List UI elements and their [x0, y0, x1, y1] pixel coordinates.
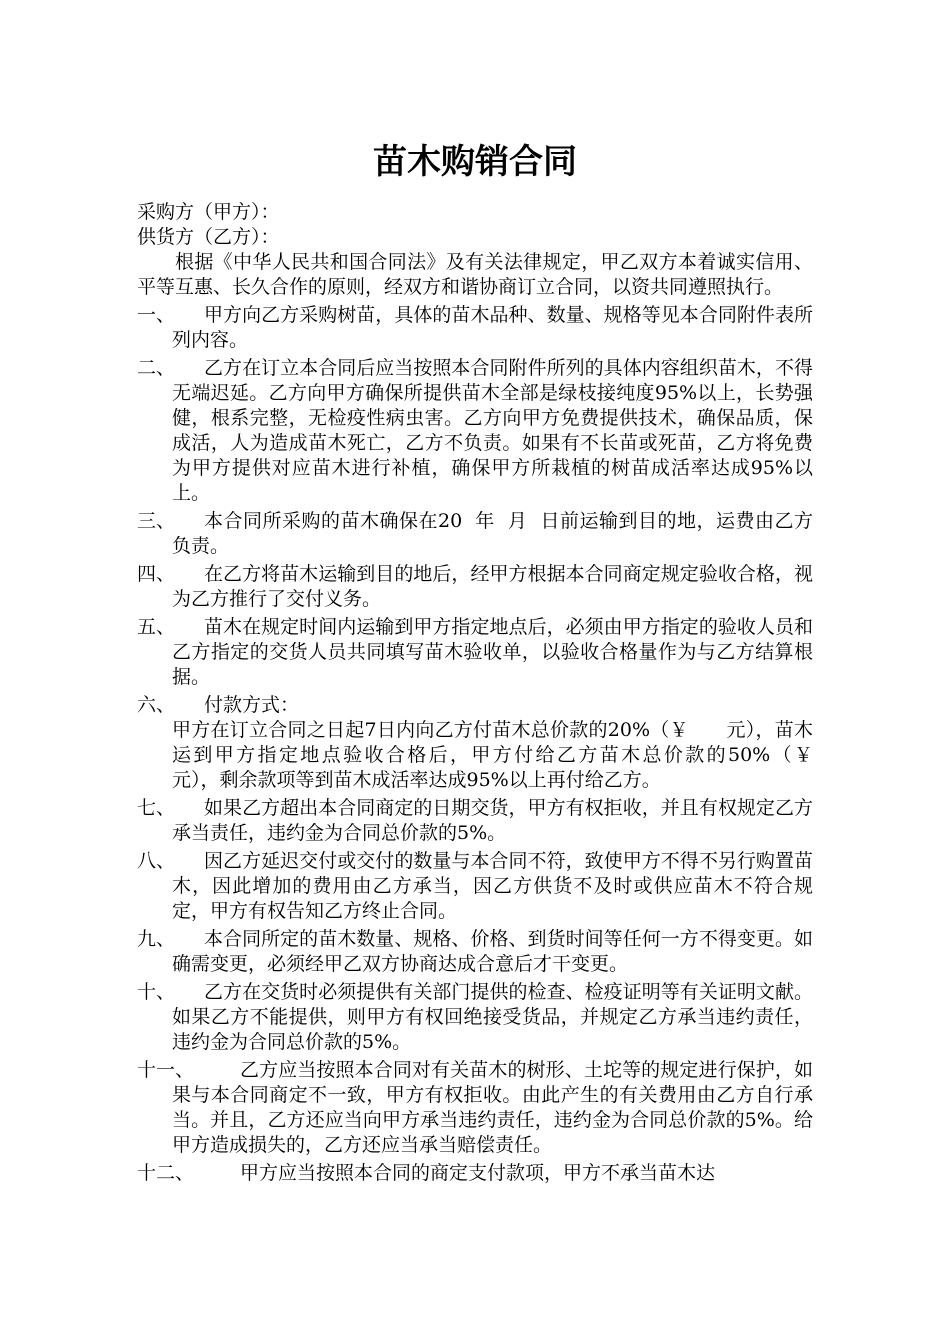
clause-text: 付款方式： [204, 694, 300, 716]
clause-number: 八、 [137, 850, 176, 872]
document-body [137, 200, 850, 1186]
clause-1 [137, 303, 813, 353]
clause-number: 三、 [137, 510, 176, 532]
clause-number: 一、 [137, 304, 176, 326]
clause-3 [137, 509, 813, 559]
intro-paragraph: 根据《中华人民共和国合同法》及有关法律规定，甲乙双方本着诚实信用、平等互惠、长久合作的原则，经双方和谐协商订立合同，以资共同遵照执行。 [137, 251, 813, 298]
document-title: 苗木购销合同 [373, 142, 577, 182]
clause-number: 七、 [137, 797, 176, 819]
clause-8 [137, 849, 813, 924]
clause-12 [137, 1161, 813, 1186]
clause-text: 乙方在订立本合同后应当按照本合同附件所列的具体内容组织苗木，不得无端迟延。乙方向甲方确保所提供苗木全部是绿枝接纯度95%以上，长势强健，根系完整，无检疫性病虫害。乙方向甲方免费提供技术，确保品质，保成活，人为造成苗木死亡，乙方不负责。如果有不长苗或死苗，乙方将免费为甲方提供对应苗木进行补植，确保甲方所栽植的树苗成活率达成95%以上。 [172, 357, 813, 504]
clause-number: 十二、 [137, 1162, 195, 1184]
clause-number: 二、 [137, 357, 176, 379]
clause-5 [137, 615, 813, 690]
clause-4 [137, 562, 813, 612]
clause-text: 乙方应当按照本合同对有关苗木的树形、土坨等的规定进行保护，如果与本合同商定不一致，甲方有权拒收。由此产生的有关费用由乙方自行承当。并且，乙方还应当向甲方承当违约责任，违约金为合同总价款的5%。给甲方造成损失的，乙方还应当承当赔偿责任。 [172, 1059, 813, 1156]
clause-number: 十一、 [137, 1059, 195, 1081]
clause-6 [137, 693, 850, 793]
clause-text: 如果乙方超出本合同商定的日期交货，甲方有权拒收，并且有权规定乙方承当责任，违约金为合同总价款的5%。 [172, 797, 813, 844]
clause-10 [137, 980, 813, 1055]
clause-text: 本合同所定的苗木数量、规格、价格、到货时间等任何一方不得变更。如确需变更，必须经甲乙双方协商达成合意后才干变更。 [172, 928, 813, 975]
party-b-line: 供货方（乙方）： [137, 226, 280, 248]
clause-number: 四、 [137, 563, 176, 585]
clause-text: 苗木在规定时间内运输到甲方指定地点后，必须由甲方指定的验收人员和乙方指定的交货人员共同填写苗木验收单，以验收合格量作为与乙方结算根据。 [172, 616, 813, 688]
clause-number: 九、 [137, 928, 176, 950]
clause-number: 六、 [137, 694, 176, 716]
clause-11 [137, 1058, 813, 1158]
clause-9 [137, 927, 813, 977]
party-a-line: 采购方（甲方）： [137, 201, 280, 223]
clause-2 [137, 356, 813, 506]
payment-terms: 甲方在订立合同之日起7日内向乙方付苗木总价款的20%（￥ 元），苗木运到甲方指定地点验收合格后，甲方付给乙方苗木总价款的50%（￥ 元），剩余款项等到苗木成活率达成95%以上再付给乙方。 [172, 719, 850, 791]
clause-text: 因乙方延迟交付或交付的数量与本合同不符，致使甲方不得不另行购置苗木，因此增加的费用由乙方承当，因乙方供货不及时或供应苗木不符合规定，甲方有权告知乙方终止合同。 [172, 850, 813, 922]
clause-text: 甲方向乙方采购树苗，具体的苗木品种、数量、规格等见本合同附件表所列内容。 [172, 304, 813, 351]
clause-text: 本合同所采购的苗木确保在20 年 月 日前运输到目的地，运费由乙方负责。 [172, 510, 813, 557]
clause-text: 在乙方将苗木运输到目的地后，经甲方根据本合同商定规定验收合格，视为乙方推行了交付义务。 [172, 563, 813, 610]
clause-number: 五、 [137, 616, 176, 638]
clause-number: 十、 [137, 981, 176, 1003]
clause-7 [137, 796, 813, 846]
clause-text: 乙方在交货时必须提供有关部门提供的检查、检疫证明等有关证明文献。如果乙方不能提供，则甲方有权回绝接受货品，并规定乙方承当违约责任，违约金为合同总价款的5%。 [172, 981, 813, 1053]
clause-text: 甲方应当按照本合同的商定支付款项，甲方不承当苗木达 [240, 1162, 716, 1184]
